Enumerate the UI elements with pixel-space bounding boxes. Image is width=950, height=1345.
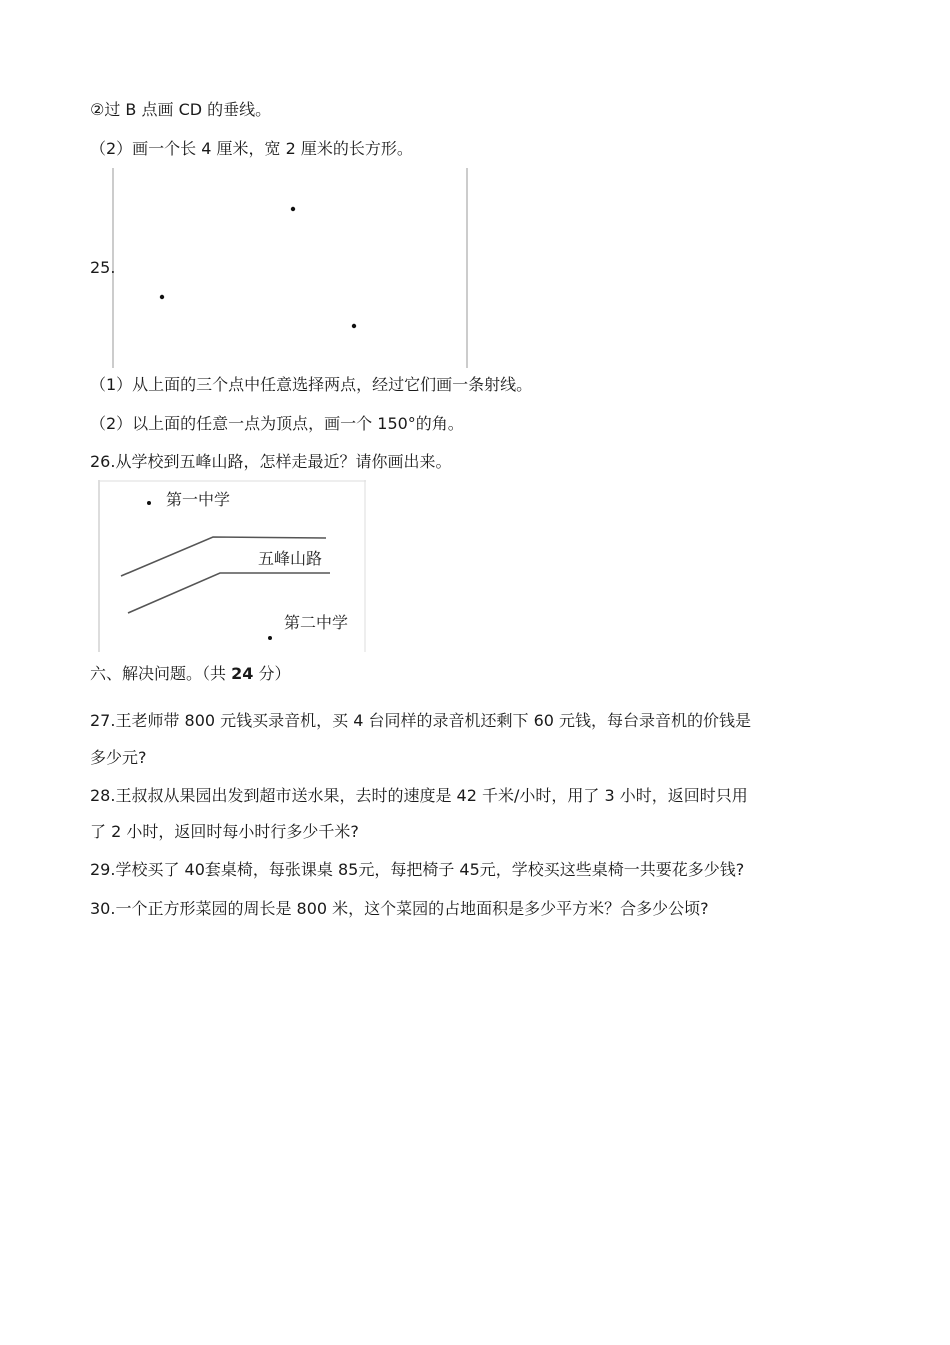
question-28-line2: 了 2 小时，返回时每小时行多少千米? [90, 822, 359, 841]
question-28-line1: 28.王叔叔从果园出发到超市送水果，去时的速度是 42 千米/小时，用了 3 小时，返回时只用 [90, 786, 748, 805]
q26-map [98, 480, 368, 652]
question-27-line1: 27.王老师带 800 元钱买录音机，买 4 台同样的录音机还剩下 60 元钱，每台录音机的价钱是 [90, 711, 752, 730]
school1-point [147, 501, 151, 505]
point-left [160, 295, 164, 299]
q25-part2: （2）以上面的任意一点为顶点，画一个 150°的角。 [90, 414, 464, 433]
question-25-number: 25. [90, 258, 116, 277]
road-label: 五峰山路 [258, 549, 323, 568]
section-title: 六、解决问题。（共 [90, 664, 232, 683]
question-27-line2: 多少元? [90, 748, 147, 767]
school2-label: 第二中学 [284, 613, 349, 632]
road-lower-edge [128, 573, 330, 613]
question-30: 30.一个正方形菜园的周长是 800 米，这个菜园的占地面积是多少平方米？合多少公顷? [90, 899, 709, 918]
point-top [291, 207, 295, 211]
point-right [352, 324, 356, 328]
school1-label: 第一中学 [166, 490, 231, 509]
school2-point [268, 636, 272, 640]
section-six-heading [90, 664, 290, 684]
section-suffix: 分） [253, 664, 291, 683]
section-points: 24 [231, 664, 254, 683]
instruction-perpendicular: ②过 B 点画 CD 的垂线。 [90, 100, 272, 119]
q25-figure [112, 168, 470, 368]
instruction-rectangle: （2）画一个长 4 厘米，宽 2 厘米的长方形。 [90, 139, 413, 158]
q25-part1: （1）从上面的三个点中任意选择两点，经过它们画一条射线。 [90, 375, 533, 394]
question-26: 26.从学校到五峰山路，怎样走最近？请你画出来。 [90, 452, 452, 471]
question-29: 29.学校买了 40套桌椅，每张课桌 85元，每把椅子 45元，学校买这些桌椅一共要花多少钱? [90, 860, 745, 879]
